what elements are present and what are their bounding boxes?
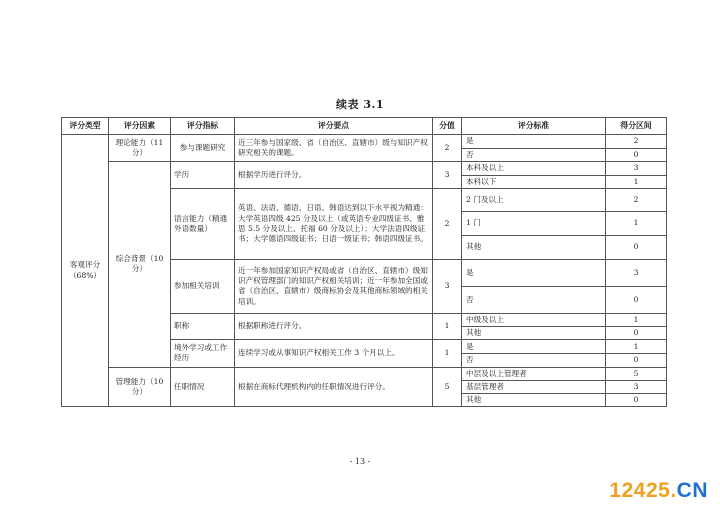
points-cell: 0	[606, 354, 667, 367]
score-cell: 3	[433, 162, 462, 189]
point-cell: 英语、法语、德语、日语、韩语达到以下水平视为精通：大学英语四级 425 分及以上（或英语专业四级证书、雅思 5.5 分及以上、托福 60 分及以上）；大学法语四级证书；大学德语四级证书；日语一级证书；韩语四级证书。	[235, 188, 433, 259]
table-row	[62, 135, 667, 149]
point-cell: 根据在商标代理机构内的任职情况进行评分。	[235, 367, 433, 407]
watermark-suffix: CN	[676, 479, 708, 502]
points-cell: 1	[606, 340, 667, 354]
standard-cell: 基层管理者	[462, 380, 606, 393]
standard-cell: 否	[462, 149, 606, 162]
indicator-cell: 参加相关培训	[171, 259, 235, 313]
points-cell: 5	[606, 367, 667, 380]
indicator-cell: 学历	[171, 162, 235, 189]
standard-cell: 1 门	[462, 211, 606, 235]
watermark-dot: .	[670, 479, 677, 502]
points-cell: 1	[606, 211, 667, 235]
points-cell: 2	[606, 135, 667, 149]
scoring-type-cell: 客观评分（68%）	[62, 135, 109, 407]
score-cell: 3	[433, 259, 462, 313]
header-cell: 评分要点	[235, 118, 433, 135]
standard-cell: 中层及以上管理者	[462, 367, 606, 380]
point-cell: 近一年参加国家知识产权局或省（自治区、直辖市）级知识产权管理部门的知识产权相关培训；近一年参加全国或省（自治区、直辖市）级商标协会及其他商标领域的相关培训。	[235, 259, 433, 313]
standard-cell: 是	[462, 259, 606, 286]
header-cell: 评分标准	[462, 118, 606, 135]
header-cell: 得分区间	[606, 118, 667, 135]
standard-cell: 中级及以上	[462, 313, 606, 326]
factor-cell: 综合背景（10 分）	[109, 162, 171, 367]
table-caption: 续表 3.1	[336, 98, 384, 111]
standard-cell: 是	[462, 340, 606, 354]
score-cell: 5	[433, 367, 462, 407]
standard-cell: 否	[462, 354, 606, 367]
score-cell: 2	[433, 135, 462, 162]
factor-cell: 理论能力（11 分）	[109, 135, 171, 162]
header-cell: 评分指标	[171, 118, 235, 135]
indicator-cell: 任职情况	[171, 367, 235, 407]
table-row	[62, 162, 667, 175]
points-cell: 0	[606, 149, 667, 162]
point-cell: 近三年参与国家级、省（自治区、直辖市）级与知识产权研究相关的课题。	[235, 135, 433, 162]
point-cell: 根据学历进行评分。	[235, 162, 433, 189]
standard-cell: 否	[462, 286, 606, 313]
score-cell: 1	[433, 313, 462, 340]
standard-cell: 本科以下	[462, 175, 606, 188]
points-cell: 1	[606, 175, 667, 188]
standard-cell: 其他	[462, 235, 606, 259]
standard-cell: 其他	[462, 327, 606, 340]
site-watermark	[609, 479, 708, 503]
points-cell: 3	[606, 162, 667, 175]
table-row	[62, 367, 667, 380]
points-cell: 1	[606, 313, 667, 326]
point-cell: 连续学习或从事知识产权相关工作 3 个月以上。	[235, 340, 433, 367]
points-cell: 2	[606, 188, 667, 211]
header-cell: 评分因素	[109, 118, 171, 135]
points-cell: 0	[606, 235, 667, 259]
standard-cell: 其他	[462, 394, 606, 407]
points-cell: 3	[606, 380, 667, 393]
indicator-cell: 参与课题研究	[171, 135, 235, 162]
score-cell: 1	[433, 340, 462, 367]
points-cell: 0	[606, 394, 667, 407]
points-cell: 0	[606, 286, 667, 313]
header-cell: 分值	[433, 118, 462, 135]
indicator-cell: 职称	[171, 313, 235, 340]
standard-cell: 是	[462, 135, 606, 149]
points-cell: 3	[606, 259, 667, 286]
indicator-cell: 语言能力（精通外语数量）	[171, 188, 235, 259]
header-row	[62, 118, 667, 135]
watermark-number: 12425	[609, 479, 671, 502]
header-cell: 评分类型	[62, 118, 109, 135]
standard-cell: 2 门及以上	[462, 188, 606, 211]
scoring-table	[61, 117, 667, 407]
factor-cell: 管理能力（10 分）	[109, 367, 171, 407]
indicator-cell: 境外学习或工作经历	[171, 340, 235, 367]
points-cell: 0	[606, 327, 667, 340]
score-cell: 2	[433, 188, 462, 259]
standard-cell: 本科及以上	[462, 162, 606, 175]
page-number: - 13 -	[349, 457, 371, 466]
point-cell: 根据职称进行评分。	[235, 313, 433, 340]
